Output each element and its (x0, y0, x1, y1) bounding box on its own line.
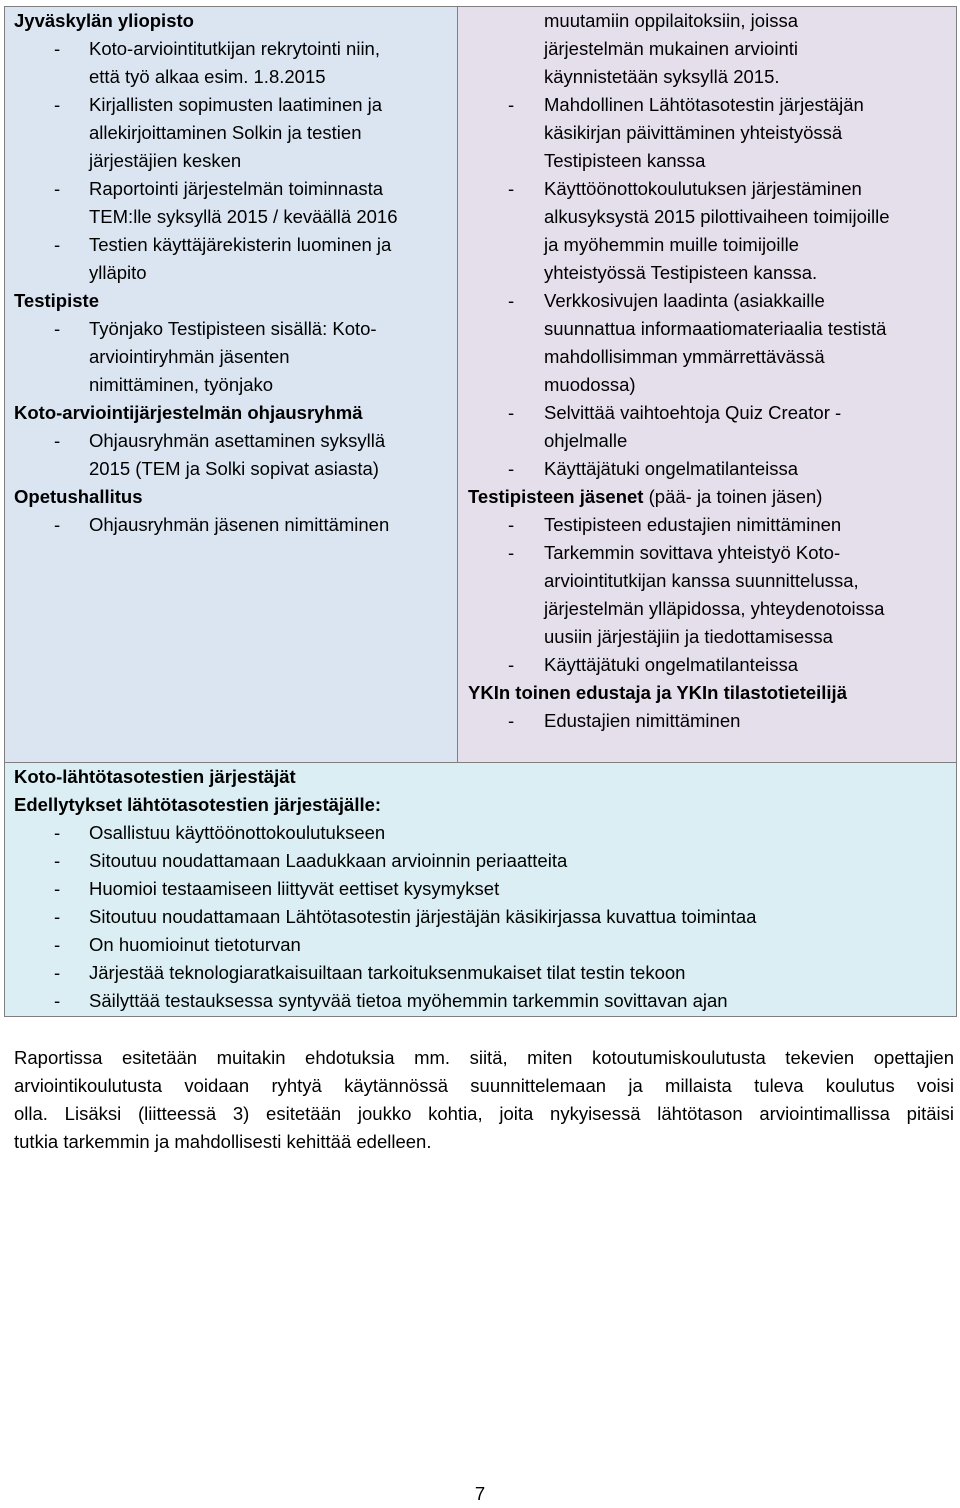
list-item-continuation: käynnistetään syksyllä 2015. (544, 66, 780, 87)
list-item: Testipisteen edustajien nimittäminen (544, 514, 842, 535)
bullet-dash: - (54, 934, 61, 955)
bullet-dash: - (508, 710, 515, 731)
bullet-dash: - (54, 234, 61, 255)
list-item: Käyttäjätuki ongelmatilanteissa (544, 458, 799, 479)
bullet-dash: - (54, 430, 61, 451)
heading-edellytykset: Edellytykset lähtötasotestien järjestäjälle: (14, 794, 382, 815)
list-item: TEM:lle syksyllä 2015 / keväällä 2016 (89, 206, 398, 227)
list-item: ylläpito (89, 262, 147, 283)
bullet-dash: - (508, 514, 515, 535)
list-item: allekirjoittaminen Solkin ja testien (89, 122, 362, 143)
page-number: 7 (474, 1483, 486, 1504)
list-item: Kirjallisten sopimusten laatiminen ja (89, 94, 383, 115)
bullet-dash: - (508, 94, 515, 115)
list-item: arviointitutkijan kanssa suunnittelussa, (544, 570, 859, 591)
bullet-dash: - (54, 878, 61, 899)
bullet-dash: - (54, 990, 61, 1011)
list-item: nimittäminen, työnjako (89, 374, 274, 395)
bullet-dash: - (508, 178, 515, 199)
list-item: yhteistyössä Testipisteen kanssa. (544, 262, 818, 283)
list-item: Verkkosivujen laadinta (asiakkaille (544, 290, 825, 311)
bullet-dash: - (54, 178, 61, 199)
list-item: järjestäjien kesken (89, 150, 242, 171)
list-item: uusiin järjestäjiin ja tiedottamisessa (544, 626, 833, 647)
list-item: Ohjausryhmän asettaminen syksyllä (89, 430, 386, 451)
summary-paragraph (14, 1044, 954, 1156)
list-item: alkusyksystä 2015 pilottivaiheen toimijoille (544, 206, 890, 227)
list-item: Säilyttää testauksessa syntyvää tietoa myöhemmin tarkemmin sovittavan ajan (89, 990, 728, 1011)
list-item: mahdollisimman ymmärrettävässä (544, 346, 825, 367)
list-item: Käyttäjätuki ongelmatilanteissa (544, 654, 799, 675)
heading-opetushallitus: Opetushallitus (14, 486, 143, 507)
heading-jyvaskylan-yliopisto: Jyväskylän yliopisto (14, 10, 194, 31)
list-item: muodossa) (544, 374, 636, 395)
list-item: Sitoutuu noudattamaan Laadukkaan arvioinnin periaatteita (89, 850, 568, 871)
list-item: 2015 (TEM ja Solki sopivat asiasta) (89, 458, 379, 479)
bullet-dash: - (54, 850, 61, 871)
paragraph-line: arviointikoulutusta voidaan ryhtyä käytännössä suunnittelemaan ja millaista tuleva koulutus voisi (14, 1075, 954, 1096)
paragraph-line: Raportissa esitetään muitakin ehdotuksia mm. siitä, miten kotoutumiskoulutusta tekevien opettajien (14, 1047, 954, 1068)
bullet-dash: - (54, 962, 61, 983)
bullet-dash: - (54, 318, 61, 339)
list-item: ja myöhemmin muille toimijoille (544, 234, 799, 255)
bullet-dash: - (54, 94, 61, 115)
list-item: suunnattua informaatiomateriaalia testistä (544, 318, 887, 339)
list-item: Tarkemmin sovittava yhteistyö Koto- (544, 542, 841, 563)
heading-jarjestajat: Koto-lähtötasotestien järjestäjät (14, 766, 296, 787)
bullet-dash: - (54, 38, 61, 59)
list-item: Testipisteen kanssa (544, 150, 706, 171)
bullet-dash: - (508, 290, 515, 311)
list-item: Koto-arviointitutkijan rekrytointi niin, (89, 38, 380, 59)
paragraph-line: olla. Lisäksi (liitteessä 3) esitetään joukko kohtia, joita nykyisessä lähtötason arviointimallissa pitäisi (14, 1103, 954, 1124)
bullet-dash: - (508, 542, 515, 563)
list-item: järjestelmän ylläpidossa, yhteydenotoissa (544, 598, 885, 619)
list-item: ohjelmalle (544, 430, 628, 451)
bullet-dash: - (508, 654, 515, 675)
heading-ykin: YKIn toinen edustaja ja YKIn tilastotieteilijä (468, 682, 847, 703)
list-item: Huomioi testaamiseen liittyvät eettiset kysymykset (89, 878, 500, 899)
list-item: Ohjausryhmän jäsenen nimittäminen (89, 514, 390, 535)
list-item: Järjestää teknologiaratkaisuiltaan tarkoituksenmukaiset tilat testin tekoon (89, 962, 686, 983)
bullet-dash: - (54, 822, 61, 843)
paragraph-line: tutkia tarkemmin ja mahdollisesti kehittää edelleen. (14, 1131, 432, 1152)
heading-testipiste: Testipiste (14, 290, 99, 311)
bullet-dash: - (508, 458, 515, 479)
list-item: Käyttöönottokoulutuksen järjestäminen (544, 178, 862, 199)
list-item: Työnjako Testipisteen sisällä: Koto- (89, 318, 377, 339)
list-item: Osallistuu käyttöönottokoulutukseen (89, 822, 386, 843)
heading-testipisteen-jasenet (468, 483, 822, 511)
list-item-continuation: muutamiin oppilaitoksiin, joissa (544, 10, 798, 31)
list-item: Testien käyttäjärekisterin luominen ja (89, 234, 392, 255)
bullet-dash: - (54, 906, 61, 927)
list-item: Sitoutuu noudattamaan Lähtötasotestin järjestäjän käsikirjassa kuvattua toimintaa (89, 906, 757, 927)
list-item: arviointiryhmän jäsenten (89, 346, 290, 367)
heading-jasenet-rest: (pää- ja toinen jäsen) (643, 486, 823, 507)
list-item: Mahdollinen Lähtötasotestin järjestäjän (544, 94, 864, 115)
heading-jasenet-bold: Testipisteen jäsenet (468, 486, 644, 507)
list-item: Edustajien nimittäminen (544, 710, 741, 731)
list-item: käsikirjan päivittäminen yhteistyössä (544, 122, 843, 143)
bullet-dash: - (54, 514, 61, 535)
heading-ohjausryhma: Koto-arviointijärjestelmän ohjausryhmä (14, 402, 363, 423)
list-item: On huomioinut tietoturvan (89, 934, 301, 955)
bullet-dash: - (508, 402, 515, 423)
list-item: Raportointi järjestelmän toiminnasta (89, 178, 384, 199)
list-item-continuation: järjestelmän mukainen arviointi (544, 38, 798, 59)
list-item: Selvittää vaihtoehtoja Quiz Creator - (544, 402, 842, 423)
list-item: että työ alkaa esim. 1.8.2015 (89, 66, 326, 87)
